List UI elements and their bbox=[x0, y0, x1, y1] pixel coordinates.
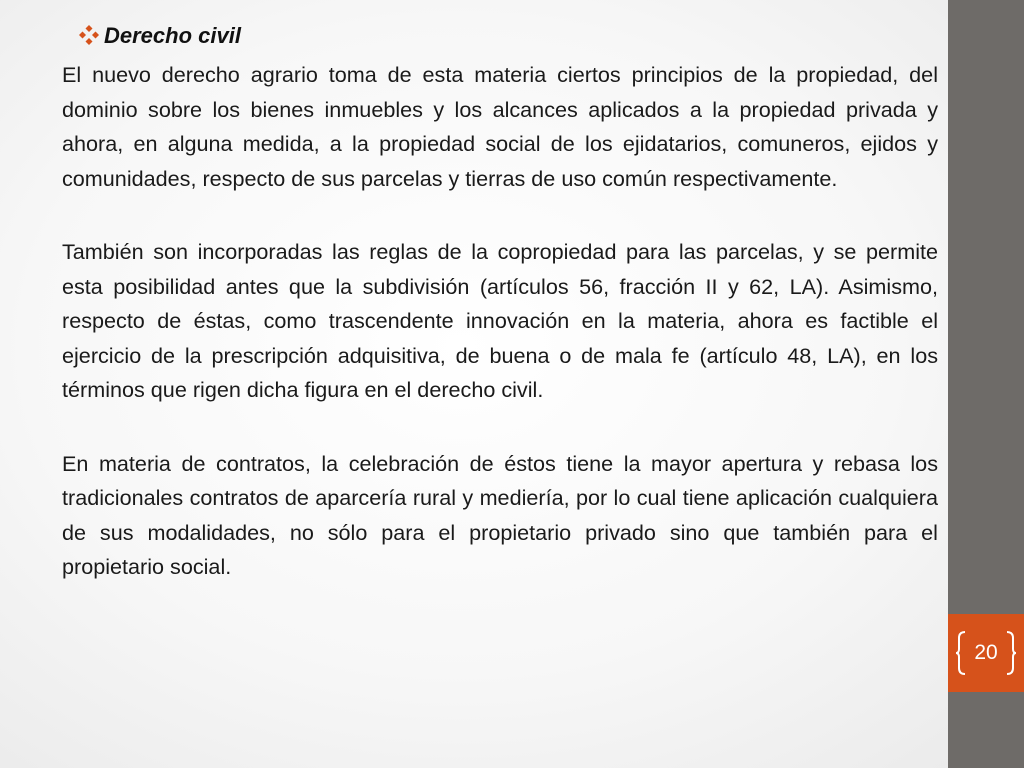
paragraph-copropiedad: También son incorporadas las reglas de la copropiedad para las parcelas, y se permite esta posibilidad antes que la subdivisión (artículos 56, fracción II y 62, LA). Asimismo, respecto de éstas, como trascendente innovación en la materia, ahora es factible el ejercicio de la prescripción adquisitiva, de buena o de mala fe (artículo 48, LA), en los términos que rigen dicha figura en el derecho civil. bbox=[62, 239, 938, 402]
heading-text: Derecho civil bbox=[104, 23, 241, 48]
section-heading bbox=[78, 20, 938, 52]
paragraph-contratos: En materia de contratos, la celebración de éstos tiene la mayor apertura y rebasa los tradicionales contratos de aparcería rural y mediería, por lo cual tiene aplicación cualquiera de sus modalidades, no sólo para el propietario privado sino que también para el propietario social. bbox=[62, 450, 938, 579]
paragraph-derecho-agrario: El nuevo derecho agrario toma de esta materia ciertos principios de la propiedad, del dominio sobre los bienes inmuebles y los alcances aplicados a la propiedad privada y ahora, en alguna medida, a la propiedad social de los ejidatarios, comuneros, ejidos y comunidades, respecto de sus parcelas y tierras de uso común respectivamente. bbox=[62, 62, 938, 191]
diamond-dots-bullet-icon bbox=[78, 24, 100, 46]
page-number-badge bbox=[948, 614, 1024, 692]
slide-content bbox=[62, 20, 938, 585]
page-number: 20 bbox=[974, 641, 998, 664]
